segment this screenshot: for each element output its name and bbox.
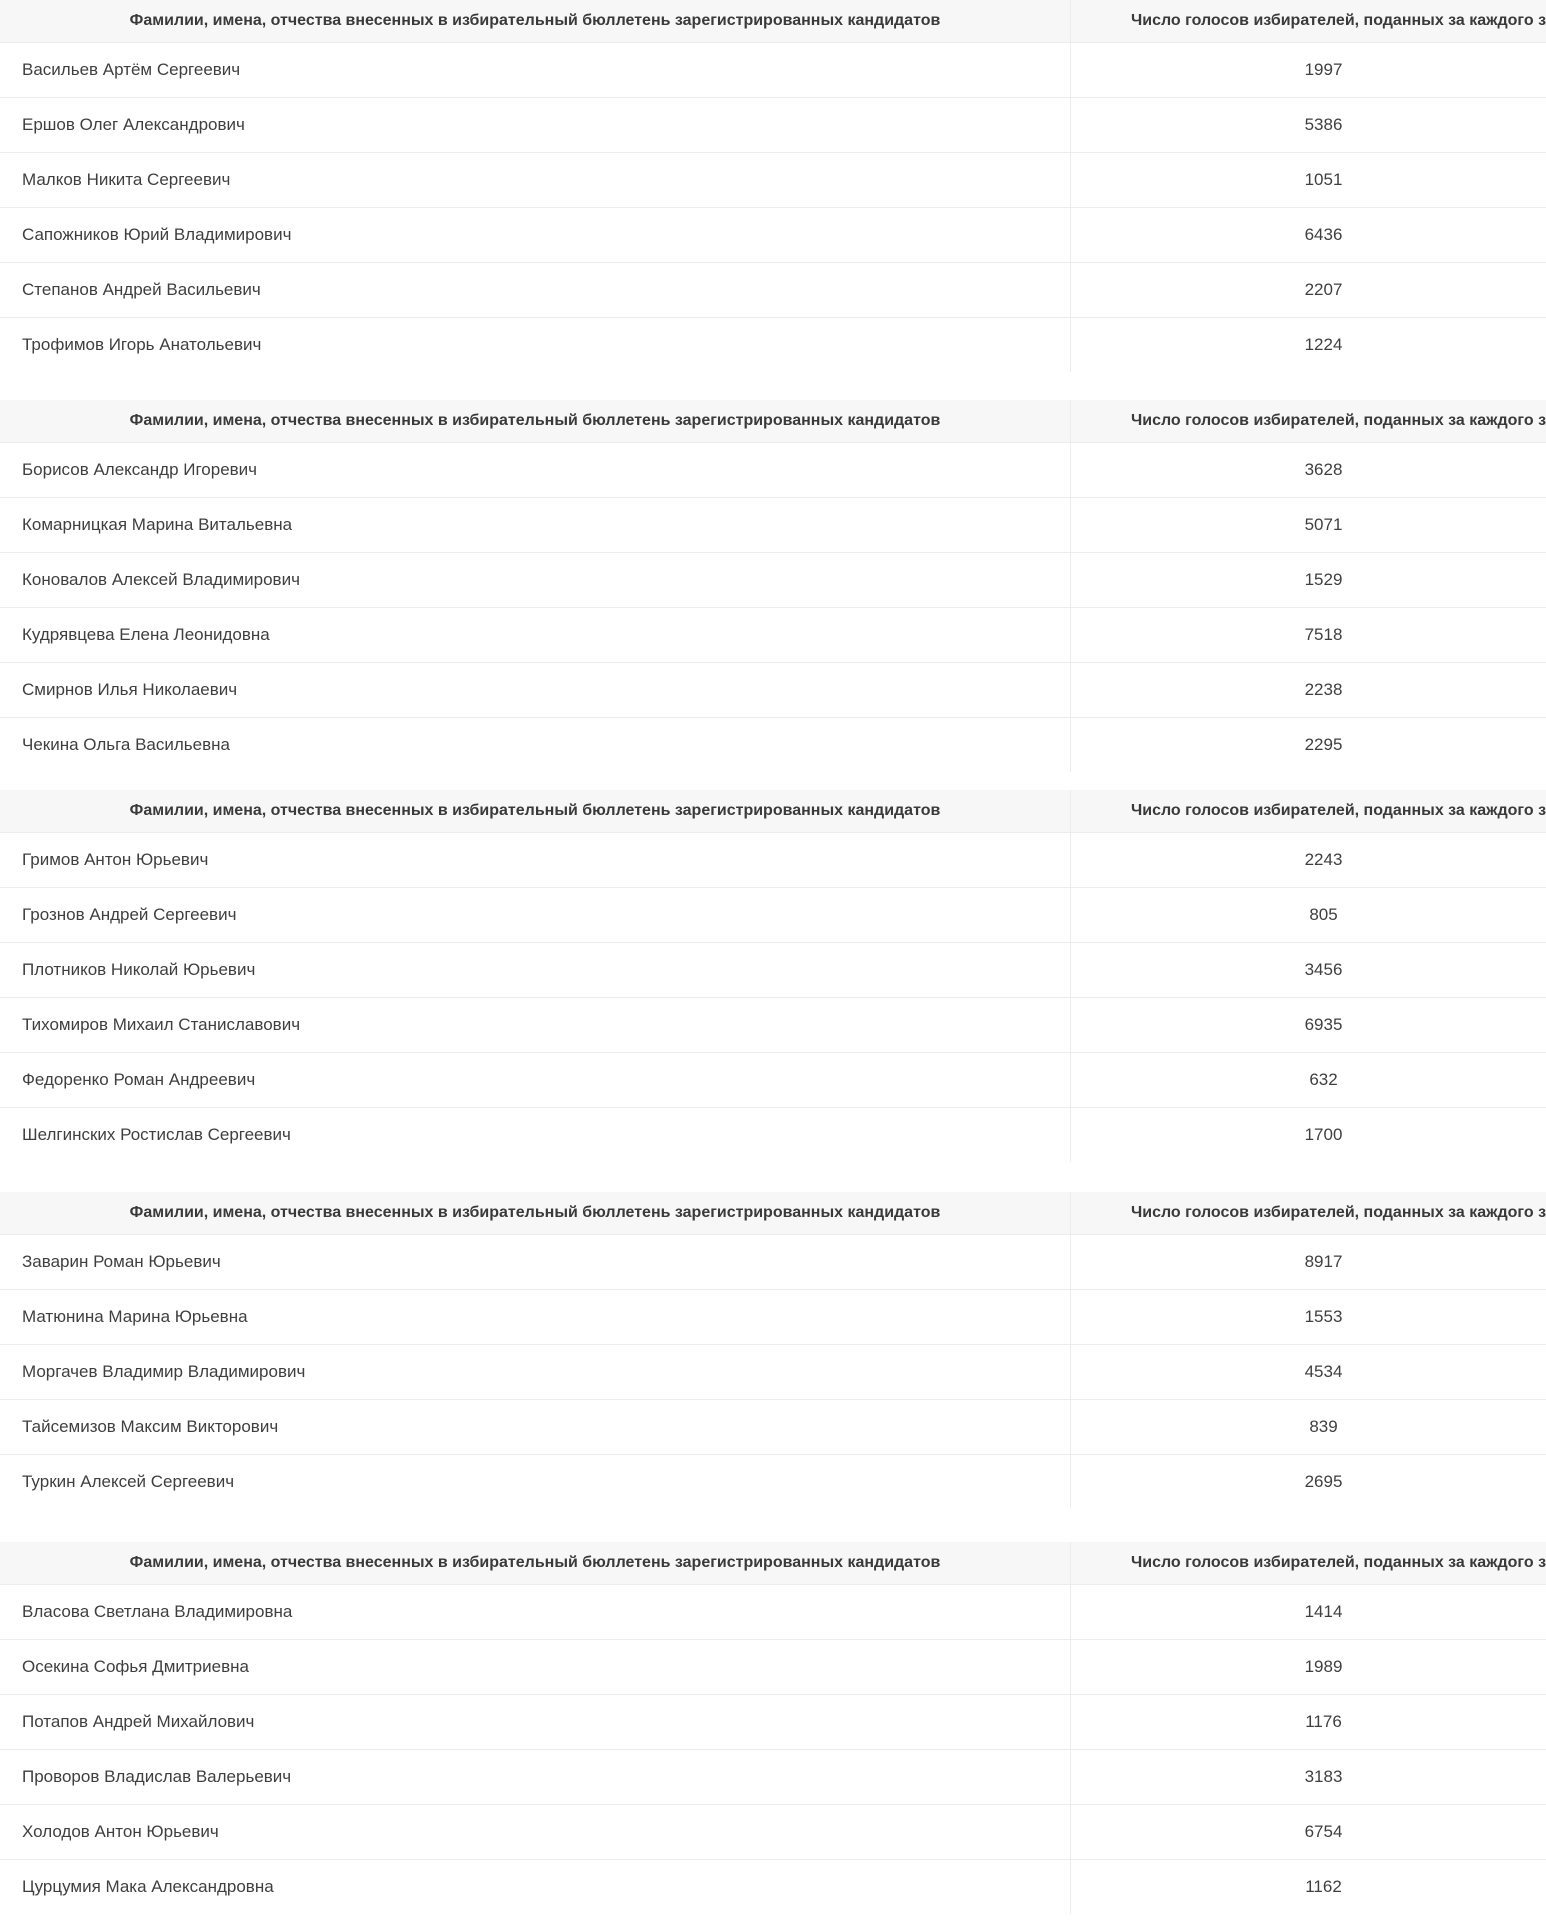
header-votes: Число голосов избирателей, поданных за каждого з xyxy=(1070,1542,1546,1584)
header-votes: Число голосов избирателей, поданных за каждого з xyxy=(1070,1192,1546,1234)
candidate-name: Туркин Алексей Сергеевич xyxy=(22,1472,235,1491)
candidate-name: Трофимов Игорь Анатольевич xyxy=(22,335,262,354)
table-row xyxy=(0,1455,1546,1509)
candidate-name: Цурцумия Мака Александровна xyxy=(22,1877,274,1896)
candidate-name: Матюнина Марина Юрьевна xyxy=(22,1307,248,1326)
candidate-name: Моргачев Владимир Владимирович xyxy=(22,1362,306,1381)
header-candidates: Фамилии, имена, отчества внесенных в избирательный бюллетень зарегистрированных кандидатов xyxy=(129,1554,941,1571)
header-votes: Число голосов избирателей, поданных за каждого з xyxy=(1070,400,1546,442)
results-table xyxy=(0,790,1546,1162)
table-row xyxy=(0,1750,1546,1805)
vote-count: 632 xyxy=(1070,1053,1546,1107)
candidate-name: Тихомиров Михаил Станиславович xyxy=(22,1015,301,1034)
vote-count: 6754 xyxy=(1070,1805,1546,1859)
vote-count: 3628 xyxy=(1070,443,1546,497)
table-row xyxy=(0,1053,1546,1108)
header-candidates: Фамилии, имена, отчества внесенных в избирательный бюллетень зарегистрированных кандидатов xyxy=(129,412,941,429)
table-row xyxy=(0,833,1546,888)
table-row xyxy=(0,498,1546,553)
candidate-name: Заварин Роман Юрьевич xyxy=(22,1252,221,1271)
header-candidates: Фамилии, имена, отчества внесенных в избирательный бюллетень зарегистрированных кандидатов xyxy=(129,12,941,29)
candidate-name: Тайсемизов Максим Викторович xyxy=(22,1417,279,1436)
table-row xyxy=(0,1860,1546,1914)
candidate-name: Проворов Владислав Валерьевич xyxy=(22,1767,292,1786)
table-row xyxy=(0,1235,1546,1290)
candidate-name: Потапов Андрей Михайлович xyxy=(22,1712,255,1731)
table-header xyxy=(0,0,1546,43)
vote-count: 1224 xyxy=(1070,318,1546,372)
candidate-name: Осекина Софья Дмитриевна xyxy=(22,1657,249,1676)
vote-count: 1529 xyxy=(1070,553,1546,607)
table-row xyxy=(0,1585,1546,1640)
candidate-name: Борисов Александр Игоревич xyxy=(22,460,258,479)
table-row xyxy=(0,998,1546,1053)
vote-count: 1553 xyxy=(1070,1290,1546,1344)
vote-count: 6935 xyxy=(1070,998,1546,1052)
results-table xyxy=(0,1542,1546,1914)
candidate-name: Степанов Андрей Васильевич xyxy=(22,280,261,299)
vote-count: 1700 xyxy=(1070,1108,1546,1162)
table-row xyxy=(0,208,1546,263)
results-table xyxy=(0,1192,1546,1509)
vote-count: 2695 xyxy=(1070,1455,1546,1509)
table-row xyxy=(0,943,1546,998)
table-row xyxy=(0,663,1546,718)
vote-count: 8917 xyxy=(1070,1235,1546,1289)
table-header xyxy=(0,1192,1546,1235)
candidate-name: Комарницкая Марина Витальевна xyxy=(22,515,293,534)
header-candidates: Фамилии, имена, отчества внесенных в избирательный бюллетень зарегистрированных кандидатов xyxy=(129,802,941,819)
table-row xyxy=(0,1290,1546,1345)
vote-count: 7518 xyxy=(1070,608,1546,662)
results-table xyxy=(0,400,1546,772)
vote-count: 2295 xyxy=(1070,718,1546,772)
candidate-name: Грознов Андрей Сергеевич xyxy=(22,905,237,924)
vote-count: 3183 xyxy=(1070,1750,1546,1804)
table-header xyxy=(0,400,1546,443)
table-row xyxy=(0,318,1546,372)
candidate-name: Коновалов Алексей Владимирович xyxy=(22,570,300,589)
table-row xyxy=(0,1805,1546,1860)
vote-count: 805 xyxy=(1070,888,1546,942)
table-row xyxy=(0,553,1546,608)
vote-count: 1162 xyxy=(1070,1860,1546,1914)
table-row xyxy=(0,608,1546,663)
candidate-name: Сапожников Юрий Владимирович xyxy=(22,225,292,244)
candidate-name: Плотников Николай Юрьевич xyxy=(22,960,256,979)
vote-count: 2243 xyxy=(1070,833,1546,887)
table-row xyxy=(0,1695,1546,1750)
table-header xyxy=(0,790,1546,833)
candidate-name: Ершов Олег Александрович xyxy=(22,115,245,134)
candidate-name: Шелгинских Ростислав Сергеевич xyxy=(22,1125,291,1144)
vote-count: 2238 xyxy=(1070,663,1546,717)
table-row xyxy=(0,718,1546,772)
candidate-name: Чекина Ольга Васильевна xyxy=(22,735,230,754)
candidate-name: Гримов Антон Юрьевич xyxy=(22,850,209,869)
table-row xyxy=(0,888,1546,943)
vote-count: 839 xyxy=(1070,1400,1546,1454)
vote-count: 1176 xyxy=(1070,1695,1546,1749)
table-row xyxy=(0,43,1546,98)
vote-count: 1989 xyxy=(1070,1640,1546,1694)
vote-count: 1997 xyxy=(1070,43,1546,97)
table-row xyxy=(0,1400,1546,1455)
table-header xyxy=(0,1542,1546,1585)
table-row xyxy=(0,1108,1546,1162)
table-row xyxy=(0,1640,1546,1695)
candidate-name: Кудрявцева Елена Леонидовна xyxy=(22,625,270,644)
vote-count: 5386 xyxy=(1070,98,1546,152)
vote-count: 6436 xyxy=(1070,208,1546,262)
table-row xyxy=(0,153,1546,208)
vote-count: 2207 xyxy=(1070,263,1546,317)
table-row xyxy=(0,98,1546,153)
header-votes: Число голосов избирателей, поданных за каждого з xyxy=(1070,790,1546,832)
vote-count: 4534 xyxy=(1070,1345,1546,1399)
candidate-name: Васильев Артём Сергеевич xyxy=(22,60,241,79)
header-votes: Число голосов избирателей, поданных за каждого з xyxy=(1070,0,1546,42)
candidate-name: Холодов Антон Юрьевич xyxy=(22,1822,219,1841)
header-candidates: Фамилии, имена, отчества внесенных в избирательный бюллетень зарегистрированных кандидатов xyxy=(129,1204,941,1221)
vote-count: 5071 xyxy=(1070,498,1546,552)
vote-count: 1414 xyxy=(1070,1585,1546,1639)
vote-count: 3456 xyxy=(1070,943,1546,997)
candidate-name: Смирнов Илья Николаевич xyxy=(22,680,238,699)
vote-count: 1051 xyxy=(1070,153,1546,207)
candidate-name: Федоренко Роман Андреевич xyxy=(22,1070,256,1089)
results-table xyxy=(0,0,1546,372)
table-row xyxy=(0,263,1546,318)
candidate-name: Малков Никита Сергеевич xyxy=(22,170,231,189)
table-row xyxy=(0,443,1546,498)
table-row xyxy=(0,1345,1546,1400)
candidate-name: Власова Светлана Владимировна xyxy=(22,1602,293,1621)
